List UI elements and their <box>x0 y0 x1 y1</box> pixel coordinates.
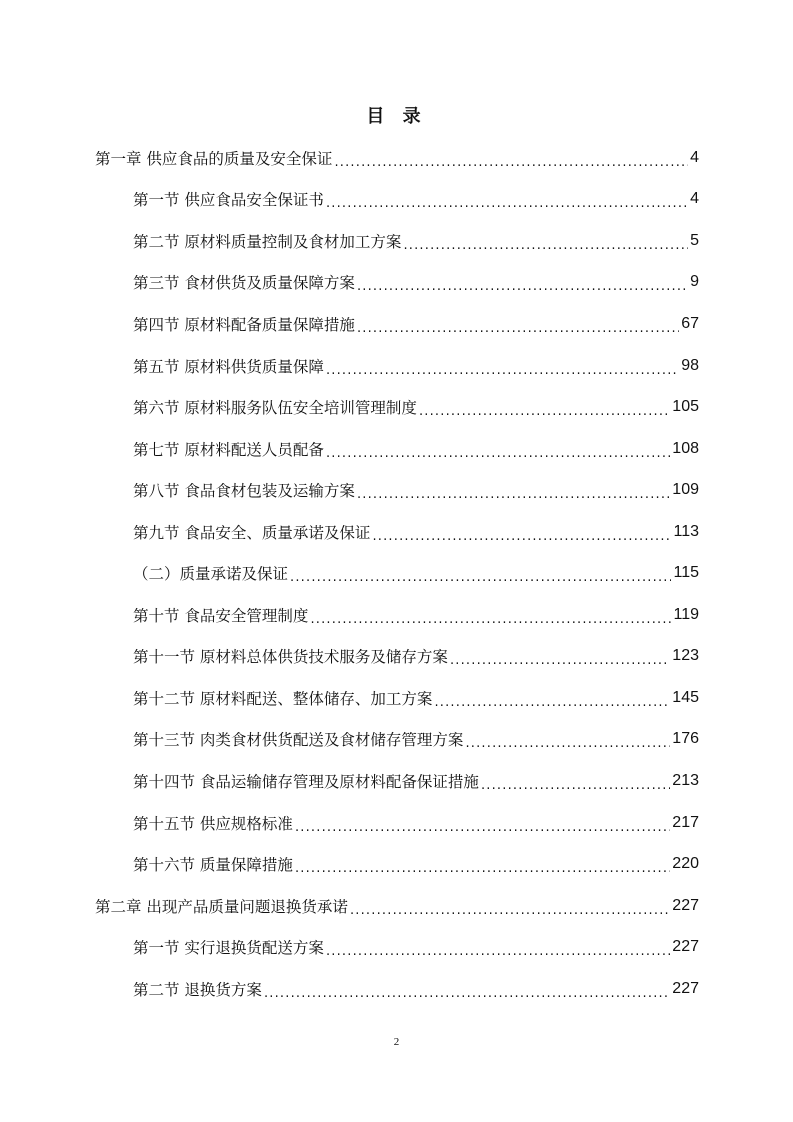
toc-entry-section[interactable] <box>95 552 699 594</box>
toc-entry-section[interactable] <box>95 303 699 345</box>
dot-leader <box>357 484 670 502</box>
dot-leader <box>326 193 688 211</box>
toc-entry-section[interactable] <box>95 719 699 761</box>
toc-title: 目 录 <box>366 106 427 127</box>
dot-leader <box>350 900 670 918</box>
toc-entry-section[interactable] <box>95 926 699 968</box>
toc-entry-page: 105 <box>672 398 699 416</box>
toc-entry-section[interactable] <box>95 511 699 553</box>
toc-entry-page: 98 <box>681 356 699 374</box>
dot-leader <box>310 609 671 627</box>
toc-entry-section[interactable] <box>95 760 699 802</box>
dot-leader <box>264 983 670 1001</box>
dot-leader <box>295 858 670 876</box>
toc-entry-section[interactable] <box>95 636 699 678</box>
dot-leader <box>326 360 679 378</box>
toc-entry-label: 第二章 出现产品质量问题退换货承诺 <box>95 897 348 916</box>
toc-entry-section[interactable] <box>95 262 699 304</box>
toc-entry-label: 第五节 原材料供货质量保障 <box>133 357 324 376</box>
dot-leader <box>403 235 688 253</box>
page-number: 2 <box>393 1036 400 1048</box>
toc-entry-page: 108 <box>672 439 699 457</box>
toc-entry-label: 第三节 食材供货及质量保障方案 <box>133 274 355 293</box>
toc-entry-page: 4 <box>690 190 699 208</box>
toc-entry-label: 第一节 实行退换货配送方案 <box>133 939 324 958</box>
toc-entry-page: 213 <box>672 771 699 789</box>
toc-entry-page: 176 <box>672 730 699 748</box>
toc-entry-section[interactable] <box>95 179 699 221</box>
toc-entry-page: 67 <box>681 314 699 332</box>
toc-entry-label: 第九节 食品安全、质量承诺及保证 <box>133 523 371 542</box>
dot-leader <box>326 941 670 959</box>
toc-entry-page: 145 <box>672 688 699 706</box>
toc-entry-page: 227 <box>672 896 699 914</box>
toc-entry-section[interactable] <box>95 469 699 511</box>
toc-entry-label: 第一章 供应食品的质量及安全保证 <box>95 149 333 168</box>
toc-entry-label: 第十四节 食品运输储存管理及原材料配备保证措施 <box>133 772 479 791</box>
toc-entry-label: 第十节 食品安全管理制度 <box>133 606 309 625</box>
toc-entry-label: 第一节 供应食品安全保证书 <box>133 191 324 210</box>
toc-entry-label: 第七节 原材料配送人员配备 <box>133 440 324 459</box>
toc-entry-section[interactable] <box>95 968 699 1010</box>
toc-entry-label: 第十三节 肉类食材供货配送及食材储存管理方案 <box>133 731 464 750</box>
toc-entry-section[interactable] <box>95 345 699 387</box>
dot-leader <box>357 318 679 336</box>
dot-leader <box>326 443 670 461</box>
dot-leader <box>465 733 670 751</box>
dot-leader <box>434 692 670 710</box>
toc-entry-label: 第十二节 原材料配送、整体储存、加工方案 <box>133 689 433 708</box>
toc-entry-section[interactable] <box>95 677 699 719</box>
toc-entry-section[interactable] <box>95 220 699 262</box>
dot-leader <box>419 401 670 419</box>
toc-entry-page: 109 <box>672 481 699 499</box>
toc-entry-label: 第二节 退换货方案 <box>133 980 262 999</box>
toc-entry-page: 227 <box>672 938 699 956</box>
table-of-contents <box>95 137 699 1009</box>
dot-leader <box>450 650 670 668</box>
toc-entry-label: （二）质量承诺及保证 <box>133 565 289 584</box>
toc-entry-section[interactable] <box>95 802 699 844</box>
toc-entry-section[interactable] <box>95 386 699 428</box>
dot-leader <box>295 817 670 835</box>
dot-leader <box>334 152 688 170</box>
toc-entry-label: 第六节 原材料服务队伍安全培训管理制度 <box>133 399 417 418</box>
toc-entry-label: 第十五节 供应规格标准 <box>133 814 293 833</box>
toc-entry-label: 第二节 原材料质量控制及食材加工方案 <box>133 232 402 251</box>
dot-leader <box>357 276 688 294</box>
toc-entry-page: 113 <box>673 522 699 540</box>
toc-entry-page: 220 <box>672 855 699 873</box>
toc-entry-chapter[interactable] <box>95 885 699 927</box>
toc-entry-page: 227 <box>672 979 699 997</box>
toc-entry-page: 217 <box>672 813 699 831</box>
toc-entry-section[interactable] <box>95 843 699 885</box>
toc-entry-page: 123 <box>672 647 699 665</box>
dot-leader <box>481 775 670 793</box>
toc-entry-section[interactable] <box>95 428 699 470</box>
toc-entry-section[interactable] <box>95 594 699 636</box>
toc-entry-chapter[interactable] <box>95 137 699 179</box>
toc-entry-page: 5 <box>690 231 699 249</box>
toc-entry-label: 第十六节 质量保障措施 <box>133 856 293 875</box>
dot-leader <box>290 567 671 585</box>
dot-leader <box>372 526 671 544</box>
toc-entry-page: 4 <box>690 148 699 166</box>
toc-entry-page: 9 <box>690 273 699 291</box>
toc-entry-page: 119 <box>673 605 699 623</box>
toc-entry-label: 第四节 原材料配备质量保障措施 <box>133 315 355 334</box>
toc-entry-label: 第十一节 原材料总体供货技术服务及储存方案 <box>133 648 448 667</box>
toc-entry-page: 115 <box>673 564 699 582</box>
toc-entry-label: 第八节 食品食材包装及运输方案 <box>133 482 355 501</box>
